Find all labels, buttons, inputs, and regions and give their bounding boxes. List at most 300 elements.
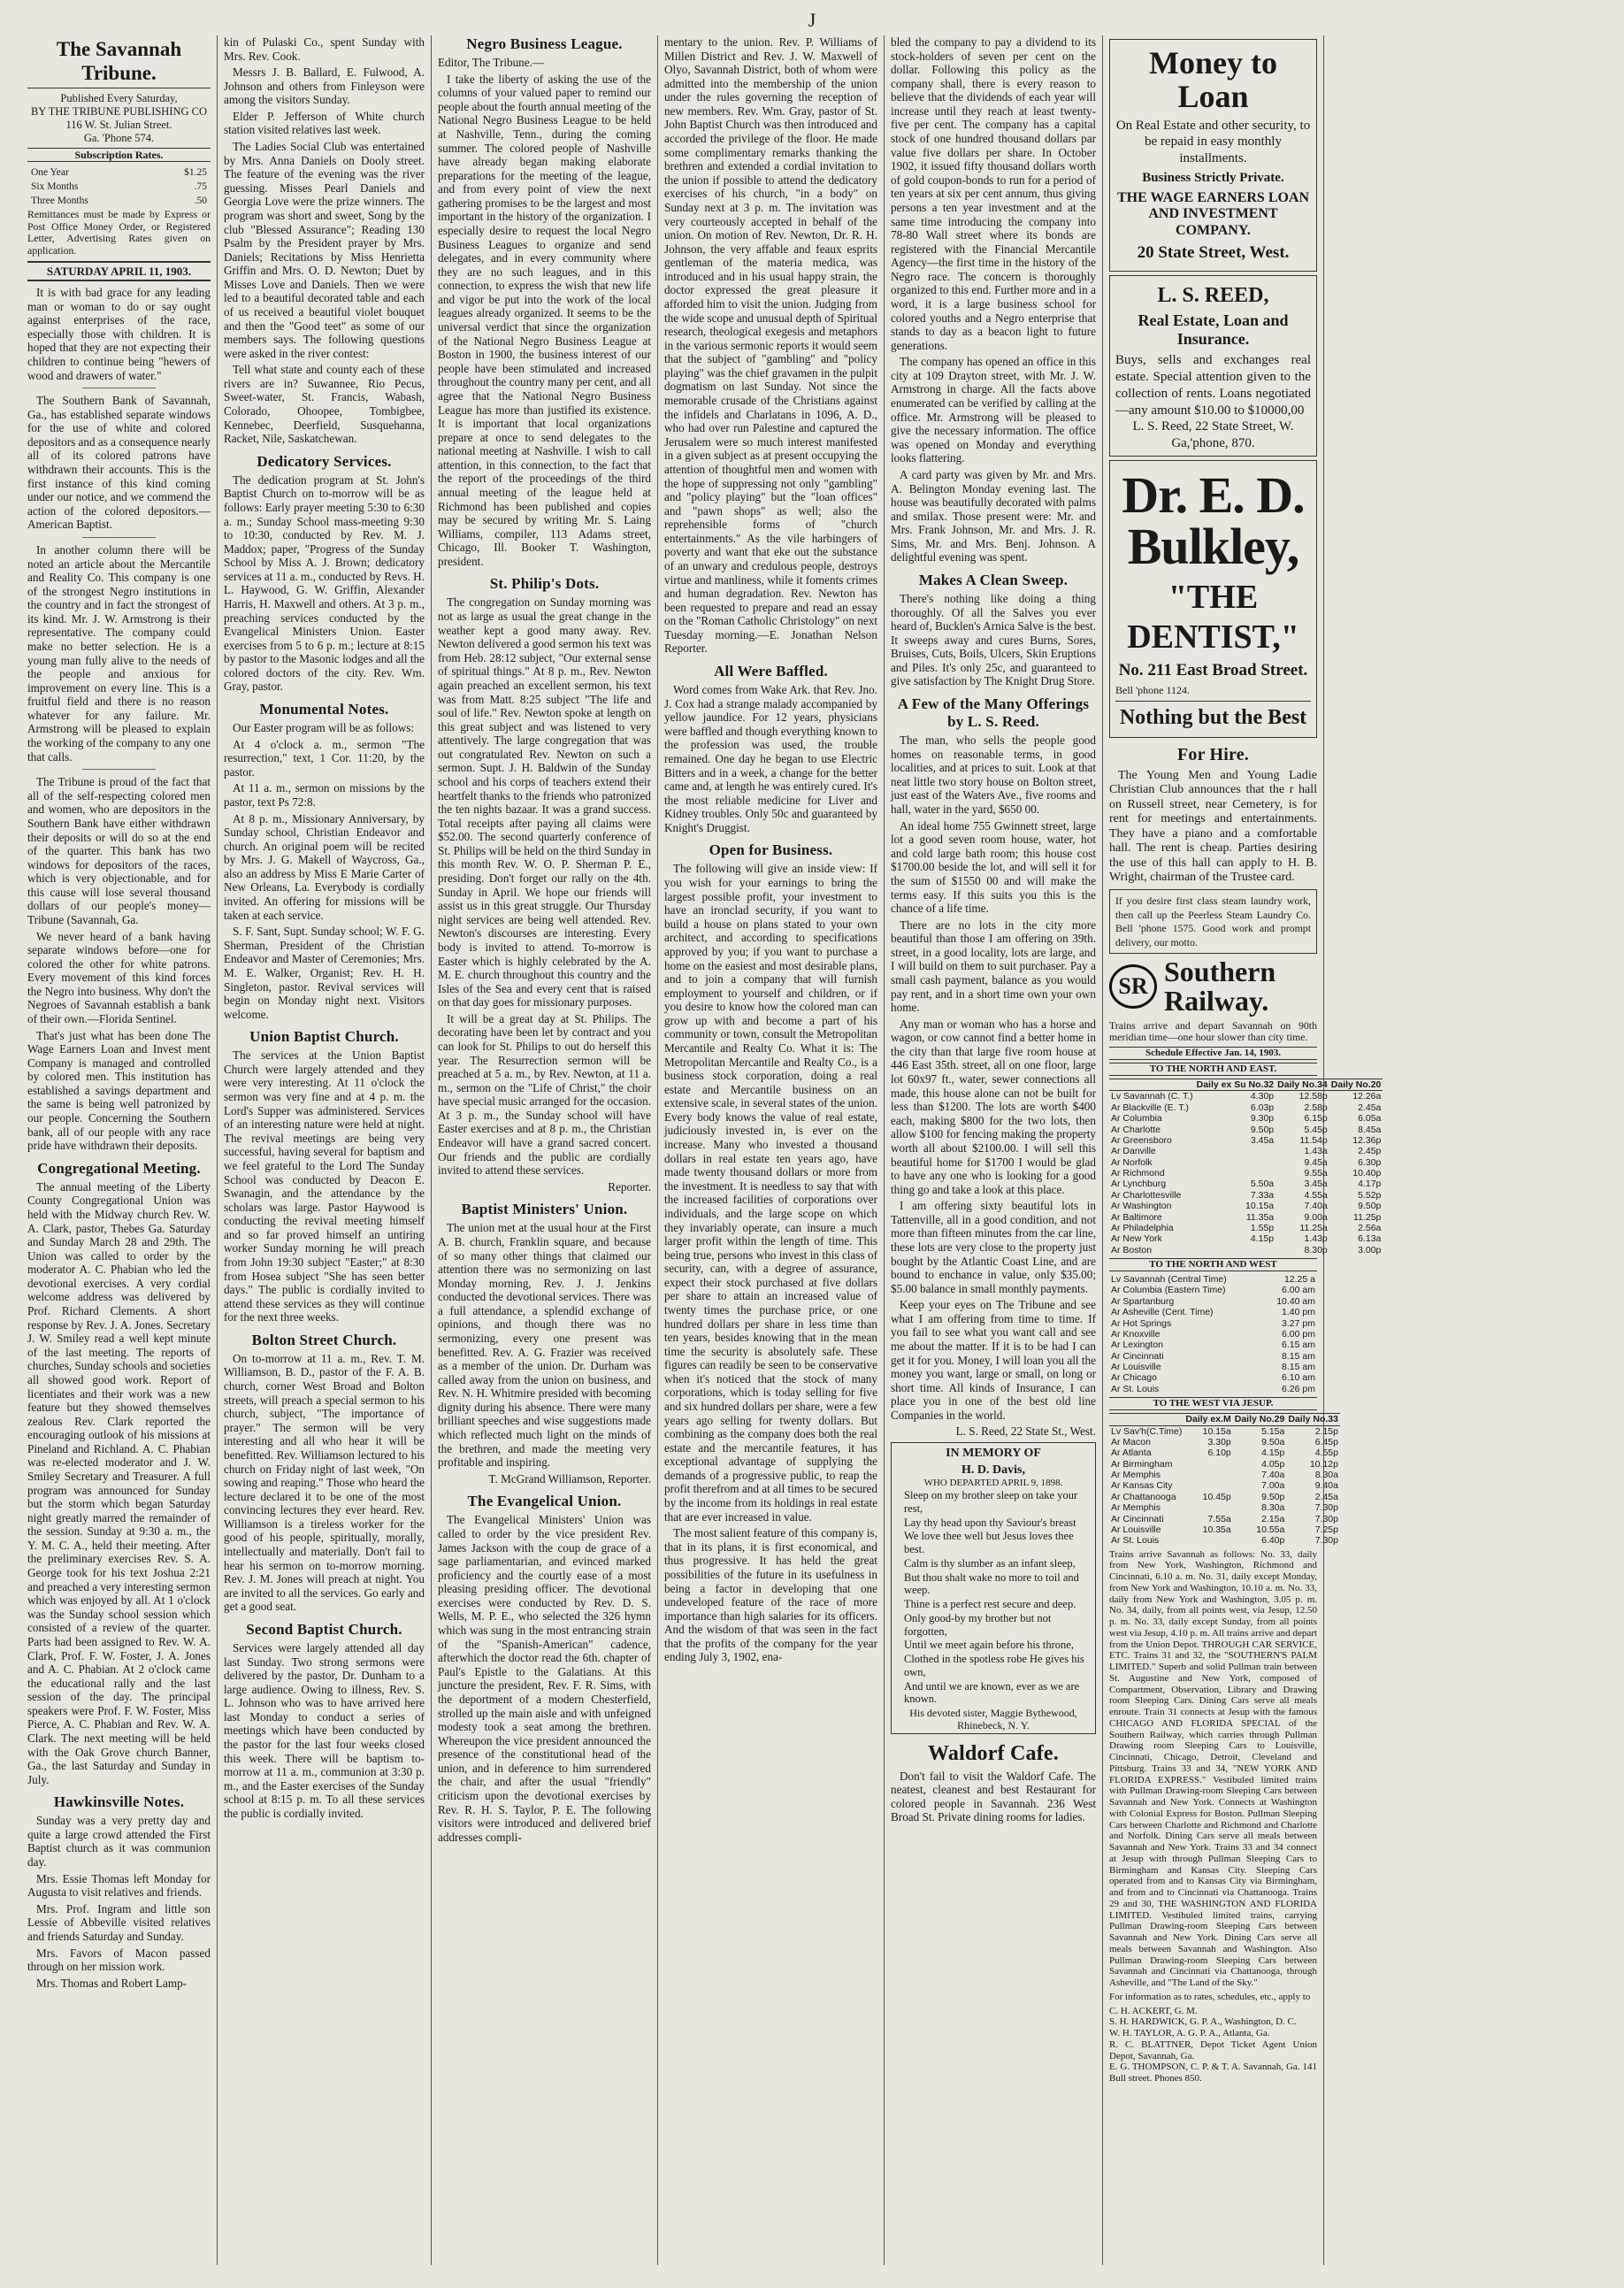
railway-notes: Trains arrive Savannah as follows: No. 33, daily from New York, Washington, Richmond and Cincinnati, 6.10 a. m. No. 31, daily except Monday, from New York and Washington, 10.10 a. m. No. 33, daily from New York and Washington, 3.05 p. m. No. 34, daily, from all points west, via Jesup, 12.50 p. m. No. 33, daily except Sunday, from all points west via Jesup, 4.10 p. m. All trains arrive and depart from the Union Depot. THROUGH CAR SERVICE, ETC. Trains 31 and 32, the "SOUTHERN'S PALM LIMITED." Superb and solid Pullman train between St. Augustine and New York, composed of Compartment, Observation, Library and Drawing room Sleeping Cars. Dining Cars serve all meals enroute. Train 31 connects at Jesup with the famous CHICAGO AND FLORIDA SPECIAL of the Southern Railway, which carries through Pullman Drawing room Sleeping Cars to Louisville, Cincinnati, Chicago, Detroit, Cleveland and Pittsburg. Trains 33 and 34, "NEW YORK AND FLORIDA EXPRESS." Vestibuled limited trains with Pullman Drawing-room Sleeping Cars between Savannah and New York. Connects at Washington with Colonial Express for Boston. Pullman Sleeping Cars between Charlotte and Richmond and Charlotte and Norfolk. Dining Cars serve all meals between Savannah and New York. Trains 33 and 34 connect at Jesup with through Pullman Sleeping Cars to Birmingham and Kansas City. Sleeping Cars operated from and to Kansas City via Birmingham, and from and to Cincinnati via Chattanooga. Trains 29 and 30, THE WASHINGTON AND FLORIDA LIMITED. Vestibuled limited trains, carrying Pullman Drawing-room Sleeping Cars between Savannah and New York. Dining Cars serve all meals between Savannah and Washington. Also Pullman Drawing-room Sleeping Cars between Savannah and Cincinnati via Chattanooga, through Asheville, and "The Land of the Sky." [1109,1548,1317,1989]
table-header-row [1109,1079,1383,1091]
schedule-time: 2.15a [1261,1513,1285,1524]
schedule-rows [1109,1274,1317,1394]
article-body: An ideal home 755 Gwinnett street, large lot a good seven room house, water, hot and cold large bath room; this house cost $1700.00 beside the lot, and will sell it for the sum of $1550 00 and will make the terms easy. If this suits you this is the chance of a life time. [891,818,1096,916]
column-header: Daily ex Su No.32 [1196,1079,1275,1091]
schedule-time: 12.25 a [1283,1274,1315,1286]
article-paragraph: The Ladies Social Club was entertained by Mrs. Anna Daniels on Dooly street. The feature of the evening was the river guessing. Misses Pearl Daniels and Georgia Love were the prize winners. The program was short and sweet, Song by the club "Blessed Assurance"; Reading 130 Psalm by the President prayer by Mrs. Daniels; Recitations by Miss Henrietta Griffin and Mrs. O. D. Newton; Duet by Misses Love and Daniels. Then we were led to a beautiful decorated table and each of us received a beautiful violet bouquet and then the "Good teet" as some of our members says. The following questions were asked in the river contest: [224,140,425,360]
station-name: Ar Charlotte [1111,1124,1161,1135]
schedule-time: 8.15 am [1282,1350,1315,1362]
schedule-time: 7.33a [1250,1189,1275,1201]
station-name: Ar Cincinnati [1111,1350,1164,1362]
schedule-time: 7.30p [1314,1535,1338,1547]
masthead-title: The Savannah Tribune. [27,37,211,88]
money-loan-ad [1109,39,1317,272]
article-heading: Monumental Notes. [259,701,389,718]
schedule-time: 10.15a [1245,1201,1275,1212]
station-name: Ar Blackville (E. T.) [1111,1102,1189,1113]
schedule-time [1195,1168,1276,1179]
schedule-time: 12.26a [1352,1091,1382,1102]
schedule-time: 10.12p [1309,1458,1338,1470]
article-signature: T. McGrand Williamson, Reporter. [488,1471,651,1486]
schedule-time: 4.55a [1304,1189,1328,1201]
rate-row [29,181,209,194]
schedule-table-north-west [1109,1274,1317,1394]
schedule-row [1109,1223,1383,1233]
schedule-time: 6.26 pm [1282,1383,1315,1394]
station-name: Ar St. Louis [1111,1383,1160,1394]
article-body: On to-morrow at 11 a. m., Rev. T. M. Williamson, B. D., pastor of the F. A. B. church, corner West Broad and Bolton streets, will preach a special sermon to his church, subject, "The importance of prayer." The sermon will be very interesting and all who hear it will be benefitted. Rev. Williamson lectured to his church on Friday night of last week, "On sowing and reaping." Those who heard the lecture declared it to be one of the most convincing lectures they ever heard. Rev. Williamson is a tireless worker for the good of his people, spiritually, morally, intellectually and materially. Don't fail to hear his sermon on to-morrow morning. Rev. J. M. Jones will preach at night. You are invited to all the services. Go early and get a good seat. [224,1351,425,1614]
column-6 [1103,35,1382,2265]
station-name: Ar Hot Springs [1111,1317,1172,1329]
schedule-time: 6.15 am [1282,1340,1315,1351]
schedule-time: 2.45p [1358,1146,1382,1157]
article-body: I am offering sixty beautiful lots in Tattenville, all in a good condition, and not more than fifteen minutes from the car line, these lots are very close to the property just bought by the Atlantic Coast Line, and are bound to enchance in value, only $35.00; $5.00 balance in small monthly payments. [891,1199,1096,1295]
station-name: Ar Charlottesville [1111,1189,1182,1201]
ad-address: L. S. Reed, 22 State Street, W. Ga,'phone, 870. [1132,419,1294,451]
editorial-paragraph: That's just what has been done The Wage Earners Loan and Invest ment Company is managed and controlled by colored men. This institution has established a savings department and the same is being well patronized by our people. Concerning the Southern bank, all of our people with any race pride have withdrawn their deposits. [27,1028,211,1153]
schedule-row [1109,1372,1317,1383]
schedule-row [1109,1135,1383,1146]
schedule-time: 12.36p [1352,1134,1382,1146]
schedule-time [1184,1480,1232,1491]
station-name: Ar Danville [1111,1146,1156,1157]
schedule-time: 8.30p [1304,1244,1328,1255]
article-paragraph: Mrs. Essie Thomas left Monday for Augusta to visit relatives and friends. [27,1871,211,1900]
poem-line: But thou shalt wake no more to toil and weep. [904,1570,1079,1597]
poem-line: Thine is a perfect rest secure and deep. [904,1598,1076,1611]
schedule-row [1109,1459,1340,1470]
railway-ad [1109,955,1382,2085]
schedule-row [1109,1285,1317,1295]
schedule-row [1109,1340,1317,1350]
schedule-row [1109,1296,1317,1307]
schedule-row [1109,1233,1383,1244]
schedule-time: 5.15a [1261,1425,1285,1437]
schedule-row [1109,1524,1340,1535]
station-name: Ar Washington [1111,1201,1172,1212]
article-paragraph: Elder P. Jefferson of White church station visited relatives last week. [224,109,425,137]
poem-line: Lay thy head upon thy Saviour's breast [904,1516,1076,1529]
article-heading: Baptist Ministers' Union. [461,1201,628,1218]
schedule-time: 6.15p [1304,1113,1328,1125]
masthead-publisher: BY THE TRIBUNE PUBLISHING CO [30,105,208,118]
schedule-row [1109,1212,1383,1223]
station-name: Ar Lexington [1111,1340,1163,1351]
ad-address: No. 211 East Broad Street. [1118,660,1308,679]
schedule-row [1109,1514,1340,1524]
station-name: Ar Lynchburg [1111,1179,1167,1190]
ad-address: 20 State Street, West. [1137,243,1290,263]
rate-term: Six Months [31,180,79,192]
column-header [1109,1079,1195,1091]
schedule-time: 7.25p [1314,1524,1338,1535]
schedule-time: 7.55a [1207,1513,1231,1524]
article-body: The congregation on Sunday morning was not as large as usual the great change in the weather kept a good many away. Rev. Newton delivered a good sermon his text was from Heb. 28:12 subject, "Our external sense of spiritual things." At 8 p. m., Rev. Newton again preached an excellent sermon, his text was from Matt. 8:25 subject "The life and soul of life." Rev. Newton spoke at length on this great subject and was listened to very attentively. The large congregation that was out congratulated Rev. Newton on such a sermon. Supt. J. H. Baldwin of the Sunday school and his corps of teachers extend their heartfelt thanks to the friends who patronized the ten nights bazaar. It was a grand success. Total receipts after paying all claims were $52.00. The second quarterly conference of St. Philips will be held on the third Sunday in this month Rev. W. O. P. Sherman P. E., presiding. Don't forget our rally on the 4th. Sunday in April. We hope our friends will assist us in this great struggle. Our Thursday night services are being well attended. Rev. Newton's discourses are interesting. Every body is invited to attend. To-morrow is Easter which is highly celebrated by the A. M. E. church throughout this country and the Isles of the Sea and every cent that is raised on that day goes for missionary purposes. [438,595,651,1010]
article-body: Any man or woman who has a horse and wagon, or cow cannot find a better home in the city than that large five room house at 446 East 35th. street, all on one floor, large lot 60x97 ft., water, sewer connections all made, this house alone can not be built for less than $1200. The lots are worth $400 each, making $800 for the two lots, then allow $100 for fencing making the property worth all about $2100.00. I will sell this beautiful home for $1700 I would be glad to have any one who is looking for a good thing go and take a look at this place. [891,1017,1096,1196]
schedule-row [1109,1245,1383,1255]
schedule-time: 5.52p [1358,1189,1382,1201]
article-paragraph: At 8 p. m., Missionary Anniversary, by Sunday school, Christian Endeavor and church. An original poem will be recited by Mrs. J. G. Makell of Waycross, Ga., also an address by Miss E Marie Carter of New Orleans, La. Everybody is cordially invited. An offering for missions will be taken at each service. [224,811,425,922]
schedule-time: 8.45a [1358,1124,1382,1135]
ad-title: Money to Loan [1149,45,1277,114]
schedule-time: 8.30a [1261,1502,1285,1514]
article-body: The annual meeting of the Liberty County Congregational Union was held with the Midway church Rev. W. A. Clark, pastor, Thebes Ga. Saturday and Sunday March 28 and 29th. The Union was called to order by the moderator A. C. Phabian who led the devotional exercises. A very cordial welcome address was delivered by Prof. Richard Clements. A short response by Rev. J. A. Jones. Secretary J. W. Smiley read a well kept minute of the last meeting. The reports of churches, Sunday schools and societies all showed good work. Report of licentiates and their work was a new feature but they showed themselves zealous Rev. Clark reported the encouraging outlook of his missions at Pineland and Richland. A. C. Phabian was re-elected moderator and J. W. Smiley Secretary and Treasurer. A full program was announced for Sunday but the storm which began Saturday night greatly marred the remainder of the session. Sunday at 9:30 a. m., the Y. M. C. A., held their meeting. After the preliminary exercises Rev. S. A. George took for his text Joshua 2:21 and preached a very interesting sermon which was enjoyed by all. At 1 o'clock was the Sunday school session which consisted of a review of the quarter. Parts had been assigned to Rev. W. A. Clark, Prof. F. W. Foster, J. A. Jones and A. C. Phabian. At 2 o'clock came the educational rally and the last session of the day. The principal speakers were Prof. F. W. Foster, Miss Pierce, A. C. Phabian and Rev. W. A. Clark. The next meeting will be held with the Oak Grove church Banner, Ga., the last Saturday and Sunday in July. [27,1179,211,1786]
schedule-time: 9.50p [1261,1491,1285,1502]
schedule-rows [1109,1091,1383,1255]
article-heading: Second Baptist Church. [246,1620,402,1638]
schedule-time: 9.50p [1250,1124,1275,1135]
column-header: Daily No.34 [1277,1079,1328,1091]
schedule-time: 9.45a [1304,1156,1328,1168]
salutation: Editor, The Tribune.— [438,56,545,70]
station-name: Ar Macon [1111,1436,1151,1447]
article-heading: Hawkinsville Notes. [53,1793,185,1811]
column-header [1109,1414,1184,1425]
article-heading: Makes A Clean Sweep. [918,571,1069,588]
railway-contact: R. C. BLATTNER, Depot Ticket Agent Union Depot, Savannah, Ga. [1109,2038,1317,2062]
station-name: Ar Columbia [1111,1113,1162,1125]
railway-contact: E. G. THOMPSON, C. P. & T. A. Savannah, Ga. 141 Bull street. Phones 850. [1109,2062,1317,2085]
schedule-time: 7.30p [1314,1502,1338,1514]
article-body: The Evangelical Ministers' Union was called to order by the vice president Rev. James Jackson with the coup de grace of a sage parliamentarian, and evinced marked proficiency and the courtly ease of a most pleasing presiding officer. The devotional exercises were conducted by Rev. D. S. Wells, M. P. E., who selected the 326 hymn which was sung in the most entrancing strain of the "Spanish-American" cadence, afterwhich the doctor read the 6th. chapter of Paul's Epistle to the Galatians. At this juncture the president, Rev. F. R. Sims, with the deportment of a modern Chesterfield, strolled up the main aisle and with unfeigned modesty took a seat among the brethren. Whereupon the vice president announced the presence of the constitutional head of the union, and in deference to him surrendered the chair, and after the usual "friendly" criticism upon the devotional exercises by Rev. R. H. S. Taylor, P. E. The following visitors were introduced and delivered brief addresses compli- [438,1513,651,1844]
station-name: Ar Greensboro [1111,1134,1172,1146]
article-body: The dedication program at St. John's Baptist Church on to-morrow will be as follows: Early prayer meeting 5:30 to 6:30 a. m.; Sunday School mass-meeting 9:30 to 10:30, conducted by Rev. M. J. Maddox; paper, "Progress of the Sunday School by Miss A. J. Brown; dedicatory services at 11 a. m., conducted by Revs. H. L. Haywood, G. W. Griffin, Alexander Harris, H. Maxwell and others. At 3 p. m., preaching services conducted by the Evangelical Ministers Union. Easter exercises from 5 to 6 p. m.; lecture at 8:15 by pastor to the Masonic lodges and all the colored doctors of the city. Rev. Wm. Gray, pastor. [224,472,425,694]
station-name: Ar Chattanooga [1111,1491,1176,1502]
schedule-time: 7.40a [1261,1470,1285,1481]
station-name: Ar Norfolk [1111,1156,1153,1168]
schedule-time: 9.50p [1358,1201,1382,1212]
article-body: Keep your eyes on The Tribune and see what I am offering from time to time. If you fail to see what you want call and see me about the matter. If it is to be had I can get it for you. Money, I will loan you all the money you want, large or small, on long or short time. All kinds of Insurance, I can place you in one of the best old line Companies in the world. [891,1298,1096,1422]
schedule-time: 2.58p [1304,1102,1328,1113]
rate-term: One Year [31,167,69,179]
schedule-time: 8.15 am [1282,1362,1315,1373]
schedule-time: 8.30a [1314,1470,1338,1481]
station-name: Ar Spartanburg [1111,1295,1175,1307]
column-header: Daily ex.M [1185,1414,1231,1425]
article-heading: Union Baptist Church. [249,1028,399,1046]
masthead-phone: Ga. 'Phone 574. [83,131,155,144]
article-heading: The Evangelical Union. [467,1493,622,1510]
ad-body: Buys, sells and exchanges real estate. Special attention given to the collection of rents. Loans negotiated—any amount $10.00 to $10000,00 [1115,353,1311,418]
column-5 [885,35,1103,2265]
divider [82,537,156,538]
schedule-row [1109,1535,1340,1546]
ad-note: Business Strictly Private. [1142,170,1284,185]
station-name: Ar Cincinnati [1111,1513,1164,1524]
article-body: Don't fail to visit the Waldorf Cafe. The neatest, cleanest and best Restaurant for colored people in Savannah. 236 West Broad St. Private dining rooms for ladies. [891,1769,1096,1824]
schedule-time: 10.15a [1202,1425,1231,1437]
station-name: Ar Philadelphia [1111,1222,1174,1233]
schedule-time: 10.45p [1202,1491,1231,1502]
station-name: Ar Asheville (Cent. Time) [1111,1307,1214,1318]
railway-contact: S. H. HARDWICK, G. P. A., Washington, D. C. [1109,2016,1297,2028]
poem-line: Sleep on my brother sleep on take your rest, [904,1489,1078,1515]
memorial-poem [895,1489,1092,1706]
schedule-time: 3.45a [1250,1134,1275,1146]
divider [82,769,156,770]
article-paragraph: Our Easter program will be as follows: [233,721,415,735]
schedule-row [1109,1307,1317,1317]
article-body: The company has opened an office in this city at 109 Drayton street, with Mr. J. W. Armstrong in charge. All the facts above enumerated can be verified by calling at the office. Mr. Armstrong will be pleased to give the necessary information. The office was opened on Monday and everything looks flattering. [891,355,1096,465]
schedule-row [1109,1425,1340,1437]
rate-price: $1.25 [184,167,207,179]
article-heading: Open for Business. [709,841,833,859]
station-name: Ar Louisville [1111,1524,1161,1535]
article-body: The following will give an inside view: If you wish for your earnings to bring the largest possible profit, your investment to have an ironclad security, if you want to build a house on plans stated to your own architect, and according to specifications approved by you; if you want to purchase a home on the easiest and most desirable plans, and to join a company that will furnish employment to yourself and children, or if you desire to know how the colored man can grow up with and become a part of his community or town, consult the Metropolitan Mercantile and Realty Co. What it is: The Metropolitan Mercantile and Realty Co., is a business stock corporation, doing a real estate and Mercantile business on an extensive scale, in several states of the union. Every body knows the value of real estate, judiciously invested in, is ever on the increase. Many who invested a thousand dollars in real estate ten years ago, have made twenty thousand dollars or more from the investment. It is needless to say that with the increased facilities of corporations over individuals, and the large scope on which they invariably operate, can insure a much larger profit within the length of time. This being true, persons who invest in this class of security, can, with a degree of assurance, expect their stock purchased at five dollars per share to attain an increased value of twenty times the purchase price, or one hundred dollars per share in less time than ten years, besides knowing that in the mean time the security is absolutely safe. These figures can readily be seen to be conservative when it's noticed that the stock of many corporations, which is today selling for five and six hundred dollars per share, were a few years ago selling for twenty dollars. But combining as the company does both the real estate and the mercantile features, it has exceptional advantage of supplying the demands of a progressive public, to reap the profit therefrom and at all times to be secured by the income from its holdings in real estate that are ever increased in value. [664,862,877,1524]
schedule-time: 4.55p [1314,1447,1338,1459]
column-header: Daily No.20 [1330,1079,1382,1091]
schedule-time [1184,1470,1232,1480]
ad-company: THE WAGE EARNERS LOAN AND INVESTMENT COMPANY. [1116,189,1310,239]
schedule-time: 9.00a [1304,1211,1328,1223]
schedule-time: 10.35a [1202,1524,1231,1535]
schedule-time: 3.30p [1207,1436,1231,1447]
schedule-time: 1.40 pm [1282,1307,1315,1318]
schedule-time: 11.25p [1353,1211,1382,1223]
article-paragraph: At 11 a. m., sermon on missions by the pastor, text Ps 72:8. [224,781,425,809]
schedule-table-west [1109,1413,1340,1547]
schedule-time: 11.54p [1299,1134,1328,1146]
column-1 [21,35,218,2265]
schedule-time: 6.05a [1358,1113,1382,1125]
rates-table [27,165,211,209]
schedule-time: 11.25a [1299,1222,1328,1233]
article-paragraph: Mrs. Favors of Macon passed through on her mission work. [27,1946,211,1974]
article-paragraph: kin of Pulaski Co., spent Sunday with Mrs. Rev. Cook. [224,35,425,63]
schedule-row [1109,1102,1383,1113]
schedule-time: 5.50a [1250,1179,1275,1190]
article-body: bled the company to pay a dividend to its stock-holders of seven per cent on the dollar. Following this policy as the company shall, there is every reason to believe that the dividends of each year will increase until they reach at least twenty-five per cent. The company has a capital stock of one hundred thousand dollars par value five dollars per share. In October 1902, it issued fifty thousand dollars worth of gold coupon-bonds to run for a period of ten years at six per cent annum, thus giving persons a ten year investment and at the same time introducing the company into 78-80 Wall street where its bonds are registered with the Financial Mercantile Agency—the first time in the history of the Negro race. The concern is thoroughly organized to this end. Further more and in a word, it is a large business school for colored youths and a Negro enterprise that stands to day as a beacon light to future generations. [891,35,1096,352]
schedule-time: 6.40p [1261,1535,1285,1547]
schedule-time: 1.43p [1304,1233,1328,1245]
editorial-paragraph: We never heard of a bank having separate windows before—one for colored the other for white patrons. Every movement of this kind forces the Negro into business. Why don't the Negroes of Savannah establish a bank of their own.—Florida Sentinel. [27,929,211,1026]
remittance-note: Remittances must be made by Express or Post Office Money Order, or Registered Letter, Advertising Rates given on application. [27,208,211,257]
schedule-time: 6.30p [1358,1156,1382,1168]
railway-header [1109,957,1317,1017]
article-body: Word comes from Wake Ark. that Rev. Jno. J. Cox had a strange malady accompanied by yellow jaundice. For 12 years, physicians were baffled and though everything known to the profession was used, the trouble remained. One day he began to use Electric Bitters and in a week, a change for the better came and, at length he was entirely cured. It's the most reliable medicine for Liver and Kidney troubles. Only 50c and guaranteed by Knight's Druggist. [664,683,877,834]
ad-title: L. S. REED, [1157,283,1269,307]
schedule-row [1109,1329,1317,1340]
article-paragraph: Mrs. Prof. Ingram and little son Lessie of Abbeville visited relatives and friends Saturday and Sunday. [27,1901,211,1943]
schedule-time: 3.27 pm [1282,1317,1315,1329]
station-name: Lv Sav'h(C.Time) [1111,1425,1183,1437]
station-name: Ar Memphis [1111,1470,1161,1481]
schedule-row [1109,1480,1340,1491]
railway-contact: C. H. ACKERT, G. M. [1109,2005,1198,2016]
article-heading: St. Philip's Dots. [489,575,600,593]
schedule-time: 6.13a [1358,1233,1382,1245]
schedule-row [1109,1502,1340,1513]
memorial-heading: IN MEMORY OF [946,1447,1041,1461]
schedule-time [1184,1502,1232,1513]
schedule-time: 4.15p [1261,1447,1285,1459]
reed-ad [1109,275,1317,457]
editorial-paragraph: It is with bad grace for any leading man or woman to do or say ought against enterprises of the race, especially those with children. It is hoped that they are not expecting their children to continue being "hewers of wood and drawers of water." [27,286,211,382]
schedule-time: 6.10p [1207,1447,1231,1459]
schedule-time: 9.55a [1304,1168,1328,1179]
station-name: Ar Kansas City [1111,1480,1173,1492]
schedule-time: 6.00 am [1282,1285,1315,1296]
schedule-row [1109,1351,1317,1362]
article-heading: Dedicatory Services. [257,452,392,470]
schedule-row [1109,1113,1383,1124]
article-heading: Bolton Street Church. [251,1331,397,1348]
poem-line: We love thee well but Jesus loves thee best. [904,1530,1074,1556]
schedule-time: 6.00 pm [1282,1328,1315,1340]
article-heading: Waldorf Cafe. [928,1742,1059,1766]
poem-line: Calm is thy slumber as an infant sleep, [904,1556,1076,1570]
table-header-row [1109,1414,1340,1425]
schedule-time: 4.30p [1250,1091,1275,1102]
schedule-time: 9.40a [1314,1480,1338,1492]
station-name: Lv Savannah (Central Time) [1111,1274,1227,1286]
station-name: Ar Richmond [1111,1168,1165,1179]
issue-date: SATURDAY APRIL 11, 1903. [27,261,211,281]
rate-row [29,196,209,208]
column-header: Daily No.29 [1234,1414,1285,1425]
station-name: Lv Savannah (C. T.) [1111,1091,1193,1102]
schedule-row [1109,1157,1383,1168]
schedule-time: 7.30p [1314,1513,1338,1524]
schedule-row [1109,1190,1383,1201]
schedule-section-title: TO THE WEST VIA JESUP. [1109,1397,1317,1410]
schedule-row [1109,1318,1317,1329]
railway-intro: Trains arrive and depart Savannah on 90th meridian time—one hour slower than city time. [1109,1018,1317,1044]
schedule-row [1109,1146,1383,1156]
ad-body: If you desire first class steam laundry work, then call up the Peerless Steam Laundry Co. Bell 'phone 1575. Good work and prompt delivery, our motto. [1115,894,1311,948]
article-body: There are no lots in the city more beautiful than those I am offering on 39th. street, in a good locality, lots are large, and I will build on them to suit purchaser. Pay a small cash payment, balance as you would pay rent, and in a short time own your own home. [891,918,1096,1015]
schedule-row [1109,1437,1340,1447]
schedule-section-title: TO THE NORTH AND WEST [1109,1258,1317,1271]
schedule-row [1109,1447,1340,1458]
schedule-time: 9.30p [1250,1113,1275,1125]
ad-slogan: Nothing but the Best [1115,701,1311,730]
editorial-paragraph: The Southern Bank of Savannah, Ga., has established separate windows for the use of white and colored depositors and as a consequence nearly all of its colored patrons have withdrawn their accounts. This is the first instance of this kind coming under our notice, and we commend the action of the colored depositors.—American Baptist. [27,394,211,532]
schedule-row [1109,1384,1317,1394]
railway-contact-intro: For information as to rates, schedules, etc., apply to [1109,1991,1311,2002]
schedule-time: 2.56a [1358,1222,1382,1233]
article-paragraph: Mrs. Thomas and Robert Lamp- [36,1976,188,1990]
schedule-row [1109,1091,1383,1102]
column-2 [218,35,432,2265]
schedule-rows [1109,1425,1340,1547]
schedule-time: 1.55p [1250,1222,1275,1233]
rate-term: Three Months [31,195,88,206]
schedule-section-title: TO THE NORTH AND EAST. [1109,1063,1317,1076]
article-heading: All Were Baffled. [714,663,828,680]
schedule-time: 12.58p [1298,1091,1328,1102]
station-name: Ar New York [1111,1233,1162,1245]
schedule-row [1109,1179,1383,1189]
schedule-time: 2.45a [1314,1491,1338,1502]
article-paragraph: S. F. Sant, Supt. Sunday school; W. F. G. Sherman, President of the Christian Endeavor and Master of Ceremonies; Mrs. M. E. Walker, Organist; Rev. H. H. Singleton, pastor. Revival services will begin on Monday night next. Visitors welcome. [224,925,425,1021]
schedule-time: 10.55a [1256,1524,1285,1535]
masthead-published: Published Every Saturday, [60,92,178,105]
bulkley-ad [1109,460,1317,738]
station-name: Ar Birmingham [1111,1458,1173,1470]
railway-name: Southern Railway. [1163,955,1276,1017]
poem-line: And until we are known, ever as we are known. [904,1679,1080,1706]
column-3 [432,35,658,2265]
ad-subtitle: "THE DENTIST," [1127,578,1299,656]
memorial-date: WHO DEPARTED APRIL 9, 1898. [923,1478,1063,1489]
article-heading: For Hire. [1176,745,1250,765]
article-body: The union met at the usual hour at the First A. B. church, Franklin square, and because of so many other things that claimed our attention there was no sermonizing on last Monday morning, Rev. J. J. Jenkins conducted the devotional services. There was a full attendance, a splendid exchange of opinions, and though there was no sermonizing, every one present was benefitted. Rev. A. G. Frazier was received as a member of the union. Dr. Durham was called away from the union on business, and Rev. N. H. Whitmire presided with becoming dignity during his absence. There were many brilliant speeches and wise suggestions made which reflected much light on the minds of the brethren, and made the meeting very profitable and inspiring. [438,1221,651,1470]
schedule-row [1109,1470,1340,1480]
schedule-time: 7.00a [1261,1480,1285,1492]
article-body: mentary to the union. Rev. P. Williams of Millen District and Rev. J. W. Maxwell of Olyo, Savannah District, both of whom were admitted into the membership of the union under the rules governing the reception of new members. Rev. Wm. Gray, pastor of St. John Baptist Church was then introduced and accorded the privilege of the floor. He made some complimentary remarks thanking the brethren and extended a cordial invitation to the union if possible to attend the dedicatory exercises of his church, "in a body" on Sunday next at 3 p. m. The invitation was very courteously accepted in behalf of the union. On motion of Rev. Newton, Dr. R. H. Johnson, the very affable and feaux esprits gentleman of the materia medica, was introduced and in his usual happy strain, the doctor expressed the great pleasure it afforded him to visit the union. Judging from the wide scope and unusual depth of Spiritual research, theological exegesis and metaphors in the various sermonic reports it would seem that the subject of "gambling" and "policy playing" was the chief gravamen in the pulpit dogmatism on last Sunday. Not since the memorable crusade of the Christians against the infidels and Charlatans in 1096, A. D., who had over run Palestine and captured the Jerusalem were so much interest manifested in a given subject as at present occupying the attention of thoughtful men and women with the hope of suppressing not only "gambling" and "policy playing" but the "loan offices" and "pawn shops" as well; also the reprehensible forms of "church entertainments." As the vile harbingers of poverty and want that eke out the substance of an unwary and credulous people, destroys virtue and manliness, while it foments crimes and human degradation. Rev. Newton has been requested to prepare and read an essay on the "Roman Catholic Christology" on next Tuesday morning.—E. Jonathan Nelson Reporter. [664,35,877,656]
rate-price: .50 [194,195,207,206]
schedule-row [1109,1168,1383,1179]
ad-subtitle: Real Estate, Loan and Insurance. [1138,311,1289,349]
schedule-time [1184,1535,1232,1546]
schedule-time: 2.45a [1358,1102,1382,1113]
article-body: The services at the Union Baptist Church were largely attended and they were very interesting. At 11 o'clock the sermon was very fine and at 4 p. m. the Lord's Supper was administered. Services of an interesting nature were held at night. The revival meetings are being very successful, having several for baptism and we feel grateful to the Lord The Sunday School was conducted by Deacon E. Swanagin, and the attendance by the scholars was large. Pastor Haywood is conducting the revival meeting himself and so far proved himself an untiring worker Sunday morning he will preach from John 19:30 subject "Easter;" at 8:30 from Hosea subject "She has seen better days." The public is cordially invited to attend these services as they will continue for the next three weeks. [224,1048,425,1324]
schedule-time: 6.03p [1250,1102,1275,1113]
schedule-time [1195,1245,1276,1255]
ad-phone: Bell 'phone 1124. [1115,683,1191,696]
poem-line: Only good-by my brother but not forgotten, [904,1611,1052,1638]
schedule-effective: Schedule Effective Jan. 14, 1903. [1109,1047,1317,1060]
schedule-row [1109,1362,1317,1372]
station-name: Ar St. Louis [1111,1535,1160,1547]
schedule-row [1109,1201,1383,1211]
schedule-time [1184,1459,1232,1470]
station-name: Ar Memphis [1111,1502,1161,1514]
article-body: A card party was given by Mr. and Mrs. A. Belington Monday evening last. The house was beautifully decorated with palms and smilax. Those present were: Mr. and Mrs. Frank Johnson, Mr. and Mrs. J. R. Sims, Mr. and Mrs. Benj. Johnson. A delightful evening was spent. [891,467,1096,564]
schedule-time [1195,1146,1276,1156]
editorial-paragraph: In another column there will be noted an article about the Mercantile and Reality Co. This company is one of the strongest Negro institutions in the country and in fact the strongest of its kind. Mr. J. W. Armstrong is their representative. The company could make no better selection. He is a young man fully alive to the needs of the people and anxious for improvement on every line. This is a fruitful field and there is no reason whatever for any failure. Mr. Armstrong will be pleased to explain the working of the company to any one that calls. [27,542,211,764]
article-body: The most salient feature of this company is, that in its plans, it is first economical, and thus progressive. It has held the great possibilities of the future in its usefulness in being a factor in developing that one undeveloped feature of the race of more importance than high salaries for its officers. And the wisdom of that was seen in the fact that the profits of the company for the year ending July 3, 1902, ena- [664,1526,877,1664]
station-name: Ar Boston [1111,1244,1153,1255]
article-signature: L. S. Reed, 22 State St., West. [955,1424,1096,1439]
memorial-name: H. D. Davis, [961,1463,1025,1477]
masthead-address: 116 W. St. Julian Street. [65,118,172,131]
schedule-time: 4.17p [1358,1179,1382,1190]
memorial-dedication: His devoted sister, Maggie Bythewood, Rhinebeck, N. Y. [909,1707,1077,1732]
rate-price: .75 [194,180,207,192]
ad-body: On Real Estate and other security, to be repaid in easy monthly installments. [1115,118,1311,166]
rates-heading: Subscription Rates. [27,148,211,162]
station-name: Ar Columbia (Eastern Time) [1111,1285,1226,1296]
schedule-time [1195,1157,1276,1168]
page-folio: J [808,9,816,31]
schedule-row [1109,1125,1383,1135]
article-signature: Reporter. [608,1179,651,1194]
article-heading: Congregational Meeting. [37,1159,201,1177]
schedule-time: 1.43a [1304,1146,1328,1157]
schedule-time: 9.50a [1261,1436,1285,1447]
column-grid [21,35,1603,2265]
schedule-time: 10.40 am [1276,1295,1315,1307]
article-body: It will be a great day at St. Philips. The decorating have been let by contract and you can look for St. Philips to out do herself this year. The Resurrection sermon will be preached at 5 a. m., by Rev. Newton, at 11 a. m., sermon on the "Life of Christ," the choir have special music arranged for the occasion. At 3 p. m., the Sunday school will have Easter exercises and at 8 p. m., the Christian Endeavor will have a grand sacred concert. Our friends and the public are cordially invited to attend these services. [438,1011,651,1178]
article-heading: Negro Business League. [466,35,623,52]
station-name: Ar Knoxville [1111,1328,1161,1340]
station-name: Ar Baltimore [1111,1211,1162,1223]
poem-line: Until we meet again before his throne, [904,1639,1074,1652]
station-name: Ar Louisville [1111,1362,1161,1373]
schedule-time: 11.35a [1245,1211,1275,1223]
article-body: Services were largely attended all day last Sunday. Two strong sermons were delivered by the pastor, Dr. Dunham to a large audience. Owing to illness, Rev. S. L. Johnson who was to have arrived here last Monday to conduct a series of meetings which have been conducted by the pastor for the last four weeks closed this week. There will be baptism to-morrow at 11 a. m., communion at 3:30 p. m., and the Easter exercises of the Sunday school at 8:15 p. m. To all these services the public is cordially invited. [224,1640,425,1820]
rate-row [29,167,209,180]
article-paragraph: Sunday was a very pretty day and quite a large crowd attended the First Baptist church as it was communion day. [27,1814,211,1870]
column-header: Daily No.33 [1288,1414,1338,1425]
editorial-paragraph: The Tribune is proud of the fact that all of the self-respecting colored men and women, who are depositors in the Southern Bank have either withdrawn their deposits or will do so at the end of the quarter. This bank has two windows for depositors of the races, which is very objectionable, and for this cause will lose several thousand dollars of our people's money—Tribune (Savannah, Ga. [27,775,211,926]
schedule-time: 6.45p [1314,1436,1338,1447]
railway-logo-icon: SR [1109,964,1157,1009]
article-paragraph: At 4 o'clock a. m., sermon "The resurrection," text, 1 Cor. 11:20, by the pastor. [224,737,425,779]
schedule-time: 3.45a [1304,1179,1328,1190]
